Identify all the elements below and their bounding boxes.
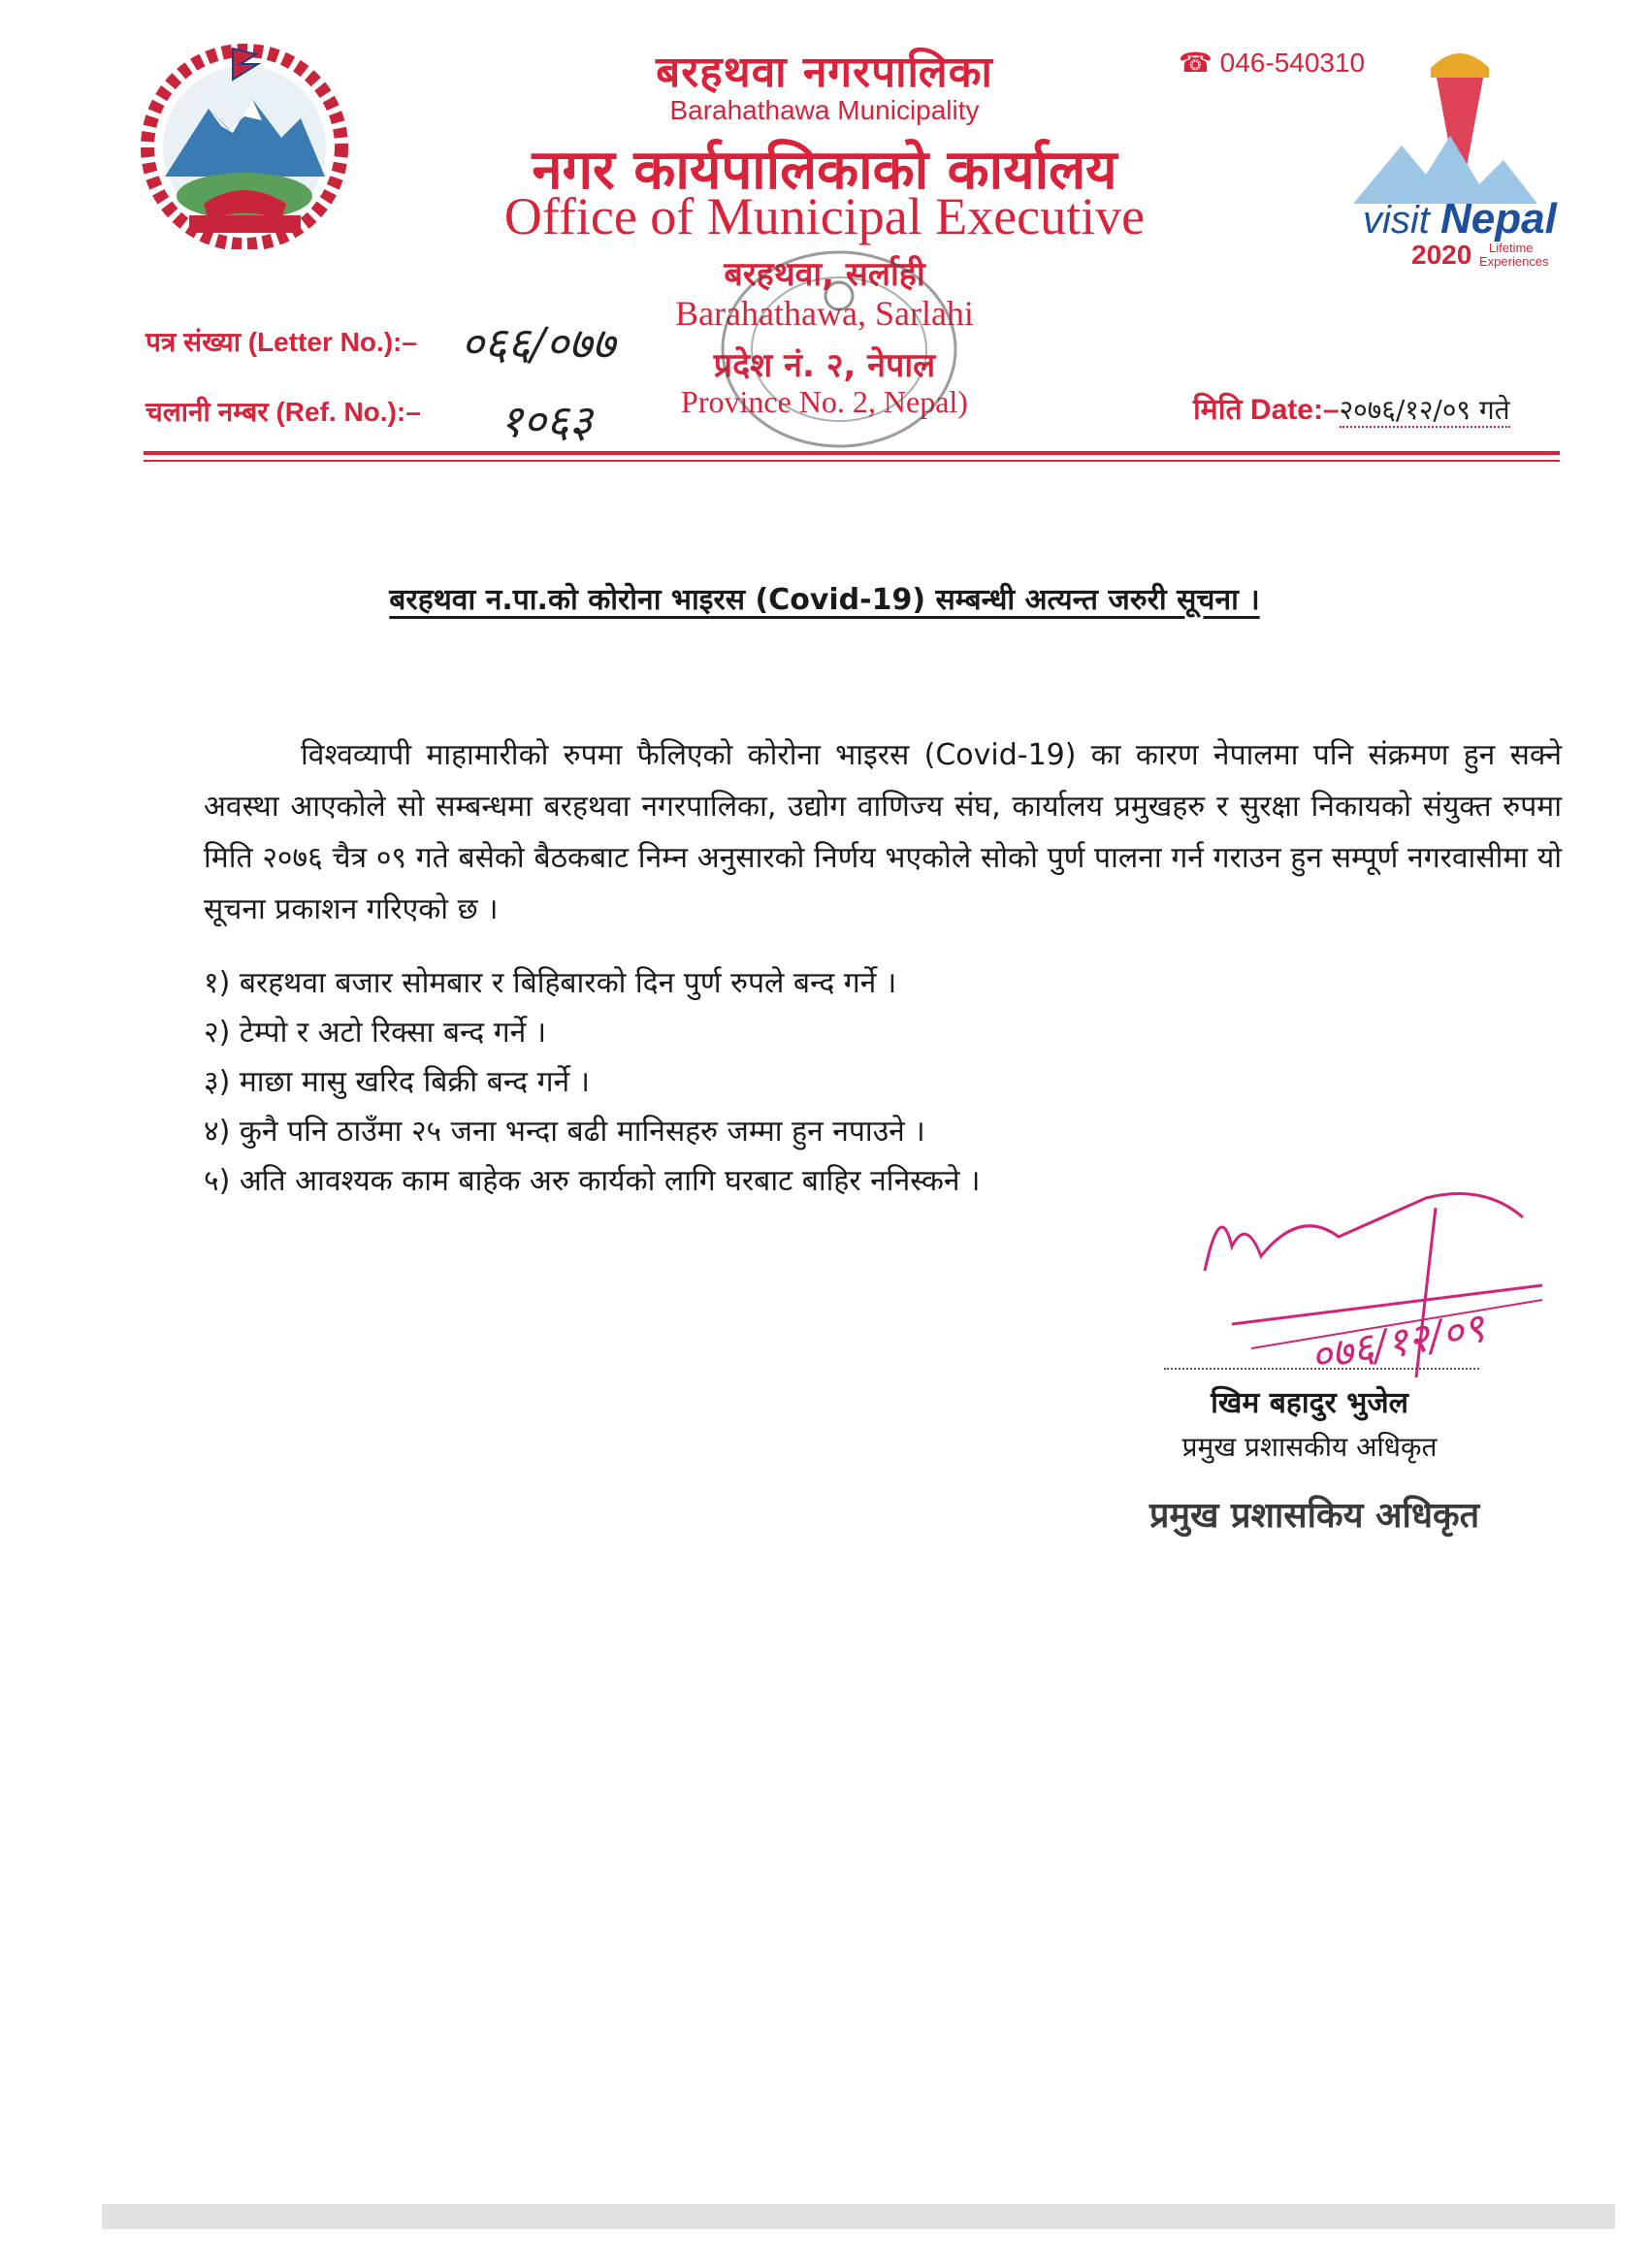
designation-stamp: प्रमुख प्रशासकिय अधिकृत <box>1149 1496 1480 1536</box>
ref-no-label: चलानी नम्बर (Ref. No.):– <box>146 397 421 427</box>
signature-line <box>1164 1368 1479 1370</box>
phone-text: 046-540310 <box>1219 48 1366 78</box>
location-english: Barahathawa, Sarlahi <box>675 294 974 333</box>
header-divider-thick <box>144 451 1560 455</box>
signatory-name: खिम बहादुर भुजेल <box>1211 1386 1408 1420</box>
letter-no-value: ०६६/०७७ <box>461 317 616 370</box>
letter-no-label: पत्र संख्या (Letter No.):– <box>146 327 417 357</box>
notice-subject <box>0 578 1649 618</box>
signatory-designation: प्रमुख प्रशासकीय अधिकृत <box>1181 1431 1438 1463</box>
experiences-word: Experiences <box>1479 254 1549 269</box>
decision-list <box>204 958 1368 1206</box>
municipality-name-english: Barahathawa Municipality <box>669 95 980 125</box>
subject-text: बरहथवा न.पा.को कोरोना भाइरस (Covid-19) सम्बन्धी अत्यन्त जरुरी सूचना । <box>389 583 1260 617</box>
municipality-name-nepali: बरहथवा नगरपालिका <box>656 48 993 97</box>
visit-nepal-logo <box>1343 39 1576 272</box>
date-label: मिति Date:– <box>1193 394 1340 426</box>
office-round-stamp <box>698 238 980 461</box>
province-nepali: प्रदेश नं. २, नेपाल <box>713 346 936 385</box>
visit-word: visit <box>1363 199 1430 242</box>
list-item: ३) माछा मासु खरिद बिक्री बन्द गर्ने । <box>204 1065 591 1099</box>
ref-no-value: १०६३ <box>500 395 593 447</box>
location-nepali: बरहथवा, सर्लाही <box>724 255 925 294</box>
province-english: Province No. 2, Nepal) <box>681 384 968 419</box>
phone-number <box>1179 47 1365 79</box>
date-value: २०७६/१२/०९ गते <box>1339 394 1510 426</box>
phone-icon: ☎ <box>1179 48 1220 78</box>
handwritten-signature <box>1193 1179 1562 1382</box>
nepal-word: Nepal <box>1440 195 1557 243</box>
office-name-nepali: नगर कार्यपालिकाको कार्यालय <box>532 139 1117 202</box>
list-item: १) बरहथवा बजार सोमबार र बिहिबारको दिन पुर्ण रुपले बन्द गर्ने । <box>204 966 897 1000</box>
lifetime-word: Lifetime <box>1489 241 1534 255</box>
office-name-english: Office of Municipal Executive <box>503 187 1146 245</box>
list-item: २) टेम्पो र अटो रिक्सा बन्द गर्ने । <box>204 1016 547 1050</box>
scan-edge-strip <box>102 2204 1615 2229</box>
signature-date: ०७६/१२/०९ <box>1307 1303 1488 1381</box>
date-line <box>1193 388 1510 428</box>
year-2020: 2020 <box>1411 240 1472 270</box>
notice-body: विश्वव्यापी माहामारीको रुपमा फैलिएको कोरोना भाइरस (Covid-19) का कारण नेपालमा पनि संक्रमण हुन सक्ने अवस्था आएकोले सो सम्बन्धमा बरहथवा नगरपालिका, उद्योग वाणिज्य संघ, कार्यालय प्रमुखहरु र सुरक्षा निकायको संयुक्त रुपमा मिति २०७६ चैत्र ०९ गते बसेको बैठकबाट निम्न अनुसारको निर्णय भएकोले सोको पुर्ण पालना गर्न गराउन हुन सम्पूर्ण नगरवासीमा यो सूचना प्रकाशन गरिएको छ । <box>204 738 1562 926</box>
list-item: ४) कुनै पनि ठाउँमा २५ जना भन्दा बढी मानिसहरु जम्मा हुन नपाउने । <box>204 1115 925 1149</box>
list-item: ५) अति आवश्यक काम बाहेक अरु कार्यको लागि घरबाट बाहिर ननिस्कने । <box>204 1164 981 1198</box>
header-divider-thin <box>144 460 1560 462</box>
